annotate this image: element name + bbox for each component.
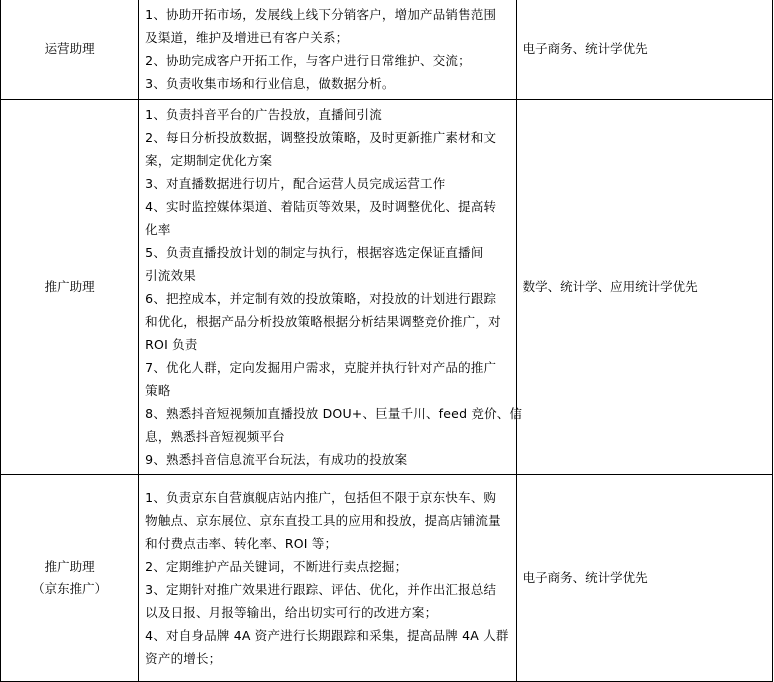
duty-line: 和付费点击率、转化率、ROI 等； bbox=[145, 536, 338, 551]
duty-line: 及渠道，维护及增进已有客户关系； bbox=[145, 30, 349, 45]
preferred-major: 电子商务、统计学优先 bbox=[522, 41, 648, 56]
major-cell bbox=[516, 475, 772, 682]
major-cell bbox=[516, 0, 772, 100]
duty-line: 9、熟悉抖音信息流平台玩法，有成功的投放案 bbox=[145, 452, 408, 467]
duty-line: 资产的增长； bbox=[145, 651, 222, 666]
duties-cell bbox=[139, 475, 516, 682]
duties-cell bbox=[139, 0, 516, 100]
major-cell bbox=[516, 100, 772, 475]
duty-line: 息，熟悉抖音短视频平台 bbox=[145, 429, 285, 444]
duty-line: 4、实时监控媒体渠道、着陆页等效果，及时调整优化、提高转 bbox=[145, 199, 497, 214]
duty-line: 以及日报、月报等输出，给出切实可行的改进方案； bbox=[145, 605, 438, 620]
duty-line: 4、对自身品牌 4A 资产进行长期跟踪和采集，提高品牌 4A 人群 bbox=[145, 628, 509, 643]
role-subtitle: （京东推广） bbox=[32, 581, 108, 596]
role-cell bbox=[1, 100, 139, 475]
role-cell bbox=[1, 0, 139, 100]
role-name: 推广助理 bbox=[44, 279, 95, 294]
duty-line: 3、定期针对推广效果进行跟踪、评估、优化，并作出汇报总结 bbox=[145, 582, 497, 597]
table-row bbox=[1, 475, 773, 682]
role-name: 推广助理 bbox=[44, 559, 95, 574]
duty-line: 7、优化人群，定向发掘用户需求，克腚并执行针对产品的推广 bbox=[145, 360, 497, 375]
table-row bbox=[1, 0, 773, 100]
duty-line: 5、负责直播投放计划的制定与执行，根据容选定保证直播间 bbox=[145, 245, 484, 260]
duty-line: 1、协助开拓市场，发展线上线下分销客户，增加产品销售范围 bbox=[145, 7, 497, 22]
duty-line: ROI 负责 bbox=[145, 337, 198, 352]
duty-line: 3、负责收集市场和行业信息，做数据分析。 bbox=[145, 76, 395, 91]
duty-line: 化率 bbox=[145, 222, 171, 237]
duty-line: 案，定期制定优化方案 bbox=[145, 153, 273, 168]
duty-line: 策略 bbox=[145, 383, 171, 398]
duty-line: 2、协助完成客户开拓工作，与客户进行日常维护、交流； bbox=[145, 53, 471, 68]
duty-line: 引流效果 bbox=[145, 268, 196, 283]
duty-line: 6、把控成本，并定制有效的投放策略，对投放的计划进行跟踪 bbox=[145, 291, 497, 306]
preferred-major: 电子商务、统计学优先 bbox=[522, 570, 648, 585]
duty-line: 2、每日分析投放数据，调整投放策略，及时更新推广素材和文 bbox=[145, 130, 497, 145]
duty-line: 物触点、京东展位、京东直投工具的应用和投放，提高店铺流量 bbox=[145, 513, 501, 528]
duties-cell bbox=[139, 100, 523, 475]
duty-line: 8、熟悉抖音短视频加直播投放 DOU+、巨量千川、feed 竞价、信 bbox=[145, 406, 523, 421]
role-name: 运营助理 bbox=[44, 41, 95, 56]
duty-line: 2、定期维护产品关键词，不断进行卖点挖掘； bbox=[145, 559, 408, 574]
duty-line: 3、对直播数据进行切片，配合运营人员完成运营工作 bbox=[145, 176, 446, 191]
duty-line: 1、负责京东自营旗舰店站内推广，包括但不限于京东快车、购 bbox=[145, 490, 497, 505]
table-row bbox=[1, 100, 773, 475]
preferred-major: 数学、统计学、应用统计学优先 bbox=[522, 279, 698, 294]
duty-line: 1、负责抖音平台的广告投放，直播间引流 bbox=[145, 107, 382, 122]
role-cell bbox=[1, 475, 139, 682]
duty-line: 和优化，根据产品分析投放策略根据分析结果调整竞价推广，对 bbox=[145, 314, 501, 329]
